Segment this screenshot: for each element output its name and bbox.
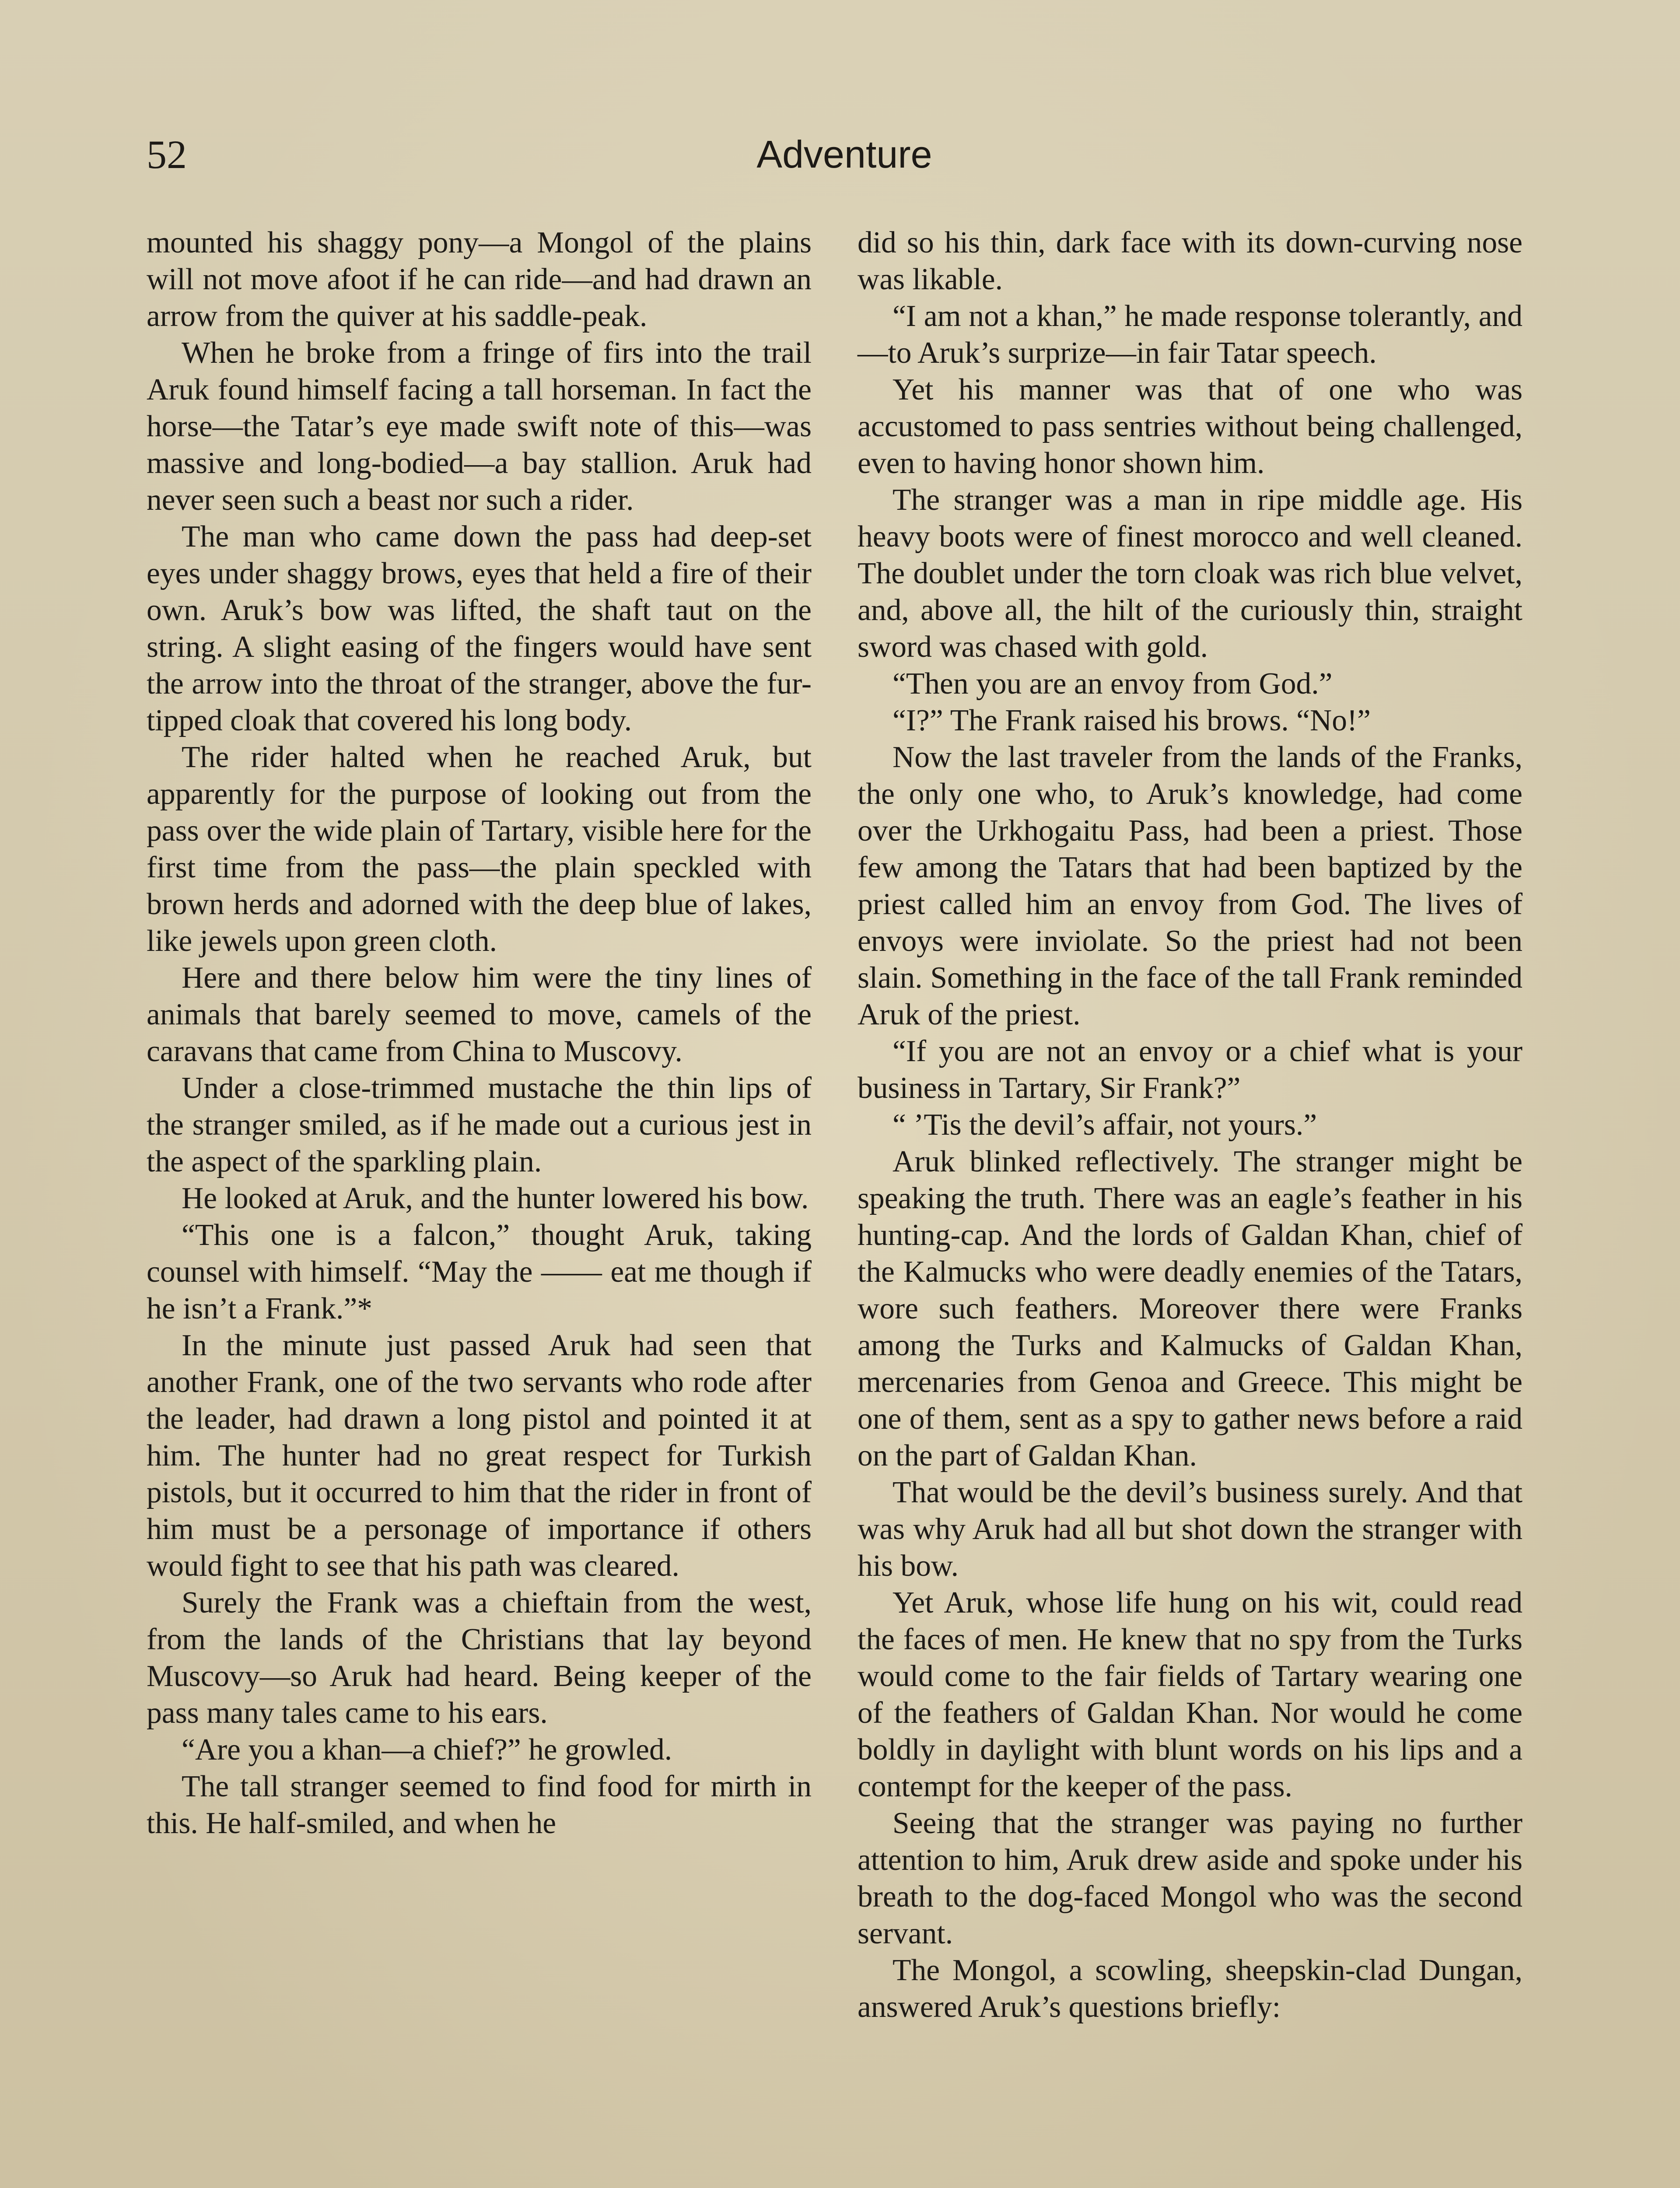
right-text-column xyxy=(858,224,1522,2026)
paragraph: The tall stranger seemed to find food for mirth in this. He half-smiled, and when he xyxy=(147,1770,812,1840)
paragraph: “Are you a khan—a chief?” he growled. xyxy=(182,1733,672,1767)
paragraph: “I am not a khan,” he made response tolerantly, and—to Aruk’s surprize—in fair Tatar speech. xyxy=(858,299,1522,370)
paragraph: Surely the Frank was a chieftain from the west, from the lands of the Christians that lay beyond Muscovy—so Aruk had heard. Being keeper of the pass many tales came to his ears. xyxy=(147,1586,812,1730)
left-text-column xyxy=(147,224,812,1842)
paragraph: The stranger was a man in ripe middle age. His heavy boots were of finest morocco and well cleaned. The doublet under the torn cloak was rich blue velvet, and, above all, the hilt of the curiously thin, straight sword was chased with gold. xyxy=(858,483,1522,664)
paragraph: Aruk blinked reflectively. The stranger might be speaking the truth. There was an eagle’s feather in his hunting-cap. And the lords of Galdan Khan, chief of the Kalmucks who were deadly enemies of the Tatars, wore such feathers. Moreover there were Franks among the Turks and Kalmucks of Galdan Khan, mercenaries from Genoa and Greece. This might be one of them, sent as a spy to gather news before a raid on the part of Galdan Khan. xyxy=(858,1145,1522,1473)
paragraph: The man who came down the pass had deep-set eyes under shaggy brows, eyes that held a fire of their own. Aruk’s bow was lifted, the shaft taut on the string. A slight easing of the fingers would have sent the arrow into the throat of the stranger, above the fur-tipped cloak that covered his long body. xyxy=(147,520,812,737)
paragraph: did so his thin, dark face with its down-curving nose was likable. xyxy=(858,226,1522,296)
paragraph: mounted his shaggy pony—a Mongol of the plains will not move afoot if he can ride—and had drawn an arrow from the quiver at his saddle-peak. xyxy=(147,226,812,333)
running-title: Adventure xyxy=(756,133,932,176)
paragraph: When he broke from a fringe of firs into the trail Aruk found himself facing a tall horseman. In fact the horse—the Tatar’s eye made swift note of this—was massive and long-bodied—a bay stallion. Aruk had never seen such a beast nor such a rider. xyxy=(147,336,812,517)
paragraph: That would be the devil’s business surely. And that was why Aruk had all but shot down the stranger with his bow. xyxy=(858,1476,1522,1583)
page-header xyxy=(147,130,1542,187)
paragraph: The Mongol, a scowling, sheepskin-clad Dungan, answered Aruk’s questions briefly: xyxy=(858,1953,1522,2024)
paragraph: Yet Aruk, whose life hung on his wit, could read the faces of men. He knew that no spy from the Turks would come to the fair fields of Tartary wearing one of the feathers of Galdan Khan. Nor would he come boldly in daylight with blunt words on his lips and a contempt for the keeper of the pass. xyxy=(858,1586,1522,1803)
paragraph: He looked at Aruk, and the hunter lowered his bow. xyxy=(182,1182,809,1215)
paragraph: “Then you are an envoy from God.” xyxy=(892,667,1333,701)
paragraph: Under a close-trimmed mustache the thin lips of the stranger smiled, as if he made out a curious jest in the aspect of the sparkling plain. xyxy=(147,1071,812,1178)
page-number: 52 xyxy=(147,132,187,177)
paragraph: “This one is a falcon,” thought Aruk, taking counsel with himself. “May the —— eat me though if he isn’t a Frank.”* xyxy=(147,1218,812,1325)
paragraph: “ ’Tis the devil’s affair, not yours.” xyxy=(892,1108,1317,1142)
paragraph: “I?” The Frank raised his brows. “No!” xyxy=(892,704,1371,737)
paragraph: Here and there below him were the tiny lines of animals that barely seemed to move, camels of the caravans that came from China to Muscovy. xyxy=(147,961,812,1068)
paragraph: Yet his manner was that of one who was accustomed to pass sentries without being challenged, even to having honor shown him. xyxy=(858,373,1522,480)
paragraph: Seeing that the stranger was paying no further attention to him, Aruk drew aside and spoke under his breath to the dog-faced Mongol who was the second servant. xyxy=(858,1806,1522,1950)
paragraph: Now the last traveler from the lands of the Franks, the only one who, to Aruk’s knowledge, had come over the Urkhogaitu Pass, had been a priest. Those few among the Tatars that had been baptized by the priest called him an envoy from God. The lives of envoys were inviolate. So the priest had not been slain. Something in the face of the tall Frank reminded Aruk of the priest. xyxy=(858,740,1522,1031)
paragraph: In the minute just passed Aruk had seen that another Frank, one of the two servants who rode after the leader, had drawn a long pistol and pointed it at him. The hunter had no great respect for Turkish pistols, but it occurred to him that the rider in front of him must be a personage of importance if others would fight to see that his path was cleared. xyxy=(147,1329,812,1583)
paragraph: The rider halted when he reached Aruk, but apparently for the purpose of looking out from the pass over the wide plain of Tartary, visible here for the first time from the pass—the plain speckled with brown herds and adorned with the deep blue of lakes, like jewels upon green cloth. xyxy=(147,740,812,958)
paragraph: “If you are not an envoy or a chief what is your business in Tartary, Sir Frank?” xyxy=(858,1034,1522,1105)
